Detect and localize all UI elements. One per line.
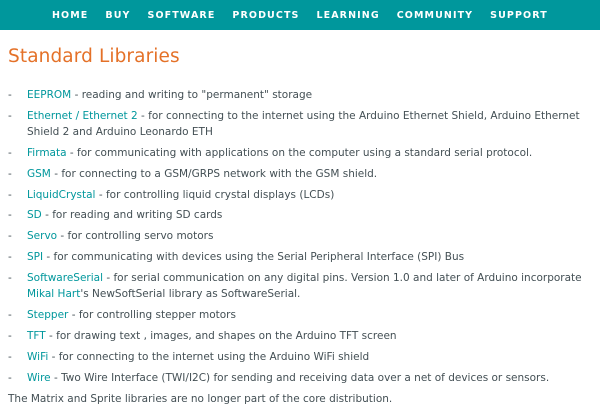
library-description: - for controlling stepper motors [68, 309, 236, 322]
list-bullet: - [8, 309, 12, 322]
list-item-sd [8, 207, 593, 223]
library-description-continued: 's NewSoftSerial library as SoftwareSerial. [80, 288, 301, 301]
library-description: - for reading and writing SD cards [41, 209, 223, 222]
list-item-wifi [8, 349, 593, 365]
nav-item-home[interactable]: HOME [52, 9, 89, 21]
list-bullet: - [8, 146, 12, 159]
list-bullet: - [8, 350, 12, 363]
list-bullet: - [8, 329, 12, 342]
list-item-wire [8, 370, 593, 386]
library-description: - for communicating with devices using the Serial Peripheral Interface (SPI) Bus [43, 251, 465, 264]
library-description: - for controlling servo motors [57, 230, 214, 243]
page-title: Standard Libraries [8, 46, 180, 67]
list-bullet: - [8, 272, 12, 285]
list-bullet: - [8, 109, 12, 122]
list-item-ethernet [8, 108, 593, 140]
library-link-firmata[interactable]: Firmata [27, 146, 67, 159]
library-link-tft[interactable]: TFT [27, 329, 46, 342]
author-link-mikal-hart[interactable]: Mikal Hart [27, 288, 81, 301]
library-link-liquidcrystal[interactable]: LiquidCrystal [27, 188, 96, 201]
library-description: - for connecting to the internet using the Arduino Ethernet Shield, Arduino Ethernet Shield 2 and Arduino Leonardo ETH [27, 109, 580, 138]
list-bullet: - [8, 167, 12, 180]
list-item-tft [8, 328, 593, 344]
footnote-text: The Matrix and Sprite libraries are no longer part of the core distribution. [8, 392, 393, 405]
list-item-servo [8, 228, 593, 244]
list-item-stepper [8, 307, 593, 323]
library-link-gsm[interactable]: GSM [27, 167, 51, 180]
nav-item-community[interactable]: COMMUNITY [396, 9, 474, 21]
library-link-spi[interactable]: SPI [27, 251, 44, 264]
list-bullet: - [8, 188, 12, 201]
list-item-firmata [8, 145, 593, 161]
list-item-liquidcrystal [8, 187, 593, 203]
list-bullet: - [8, 230, 12, 243]
nav-item-products[interactable]: PRODUCTS [232, 9, 300, 21]
library-list [8, 87, 593, 386]
library-description: - for connecting to a GSM/GRPS network with the GSM shield. [50, 167, 378, 180]
library-description: - for controlling liquid crystal displays (LCDs) [95, 188, 335, 201]
library-description: - for connecting to the internet using the Arduino WiFi shield [48, 350, 370, 363]
top-navigation-bar [0, 0, 600, 30]
list-item-spi [8, 249, 593, 265]
list-item-eeprom [8, 87, 593, 103]
list-bullet: - [8, 251, 12, 264]
library-description: - for communicating with applications on the computer using a standard serial protocol. [66, 146, 533, 159]
nav-item-support[interactable]: SUPPORT [490, 9, 548, 21]
nav-item-buy[interactable]: BUY [105, 9, 131, 21]
library-link-sd[interactable]: SD [27, 209, 42, 222]
list-bullet: - [8, 89, 12, 101]
library-link-eeprom[interactable]: EEPROM [27, 89, 72, 101]
nav-item-learning[interactable]: LEARNING [316, 9, 380, 21]
library-link-wifi[interactable]: WiFi [27, 350, 49, 363]
nav-item-software[interactable]: SOFTWARE [147, 9, 216, 21]
main-content [8, 46, 593, 407]
library-link-stepper[interactable]: Stepper [27, 309, 69, 322]
library-description: - Two Wire Interface (TWI/I2C) for sending and receiving data over a net of devices or sensors. [50, 371, 550, 384]
library-description: - for drawing text , images, and shapes on the Arduino TFT screen [45, 329, 397, 342]
library-link-ethernet[interactable]: Ethernet / Ethernet 2 [27, 109, 138, 122]
list-bullet: - [8, 371, 12, 384]
library-description: - for serial communication on any digital pins. Version 1.0 and later of Arduino incorporate [103, 272, 582, 285]
list-bullet: - [8, 209, 12, 222]
library-link-wire[interactable]: Wire [27, 371, 51, 384]
list-item-gsm [8, 166, 593, 182]
library-link-softwareserial[interactable]: SoftwareSerial [27, 272, 103, 285]
library-description: - reading and writing to "permanent" storage [71, 89, 313, 101]
nav-menu [52, 0, 565, 30]
library-link-servo[interactable]: Servo [27, 230, 58, 243]
list-item-softwareserial [8, 270, 593, 302]
